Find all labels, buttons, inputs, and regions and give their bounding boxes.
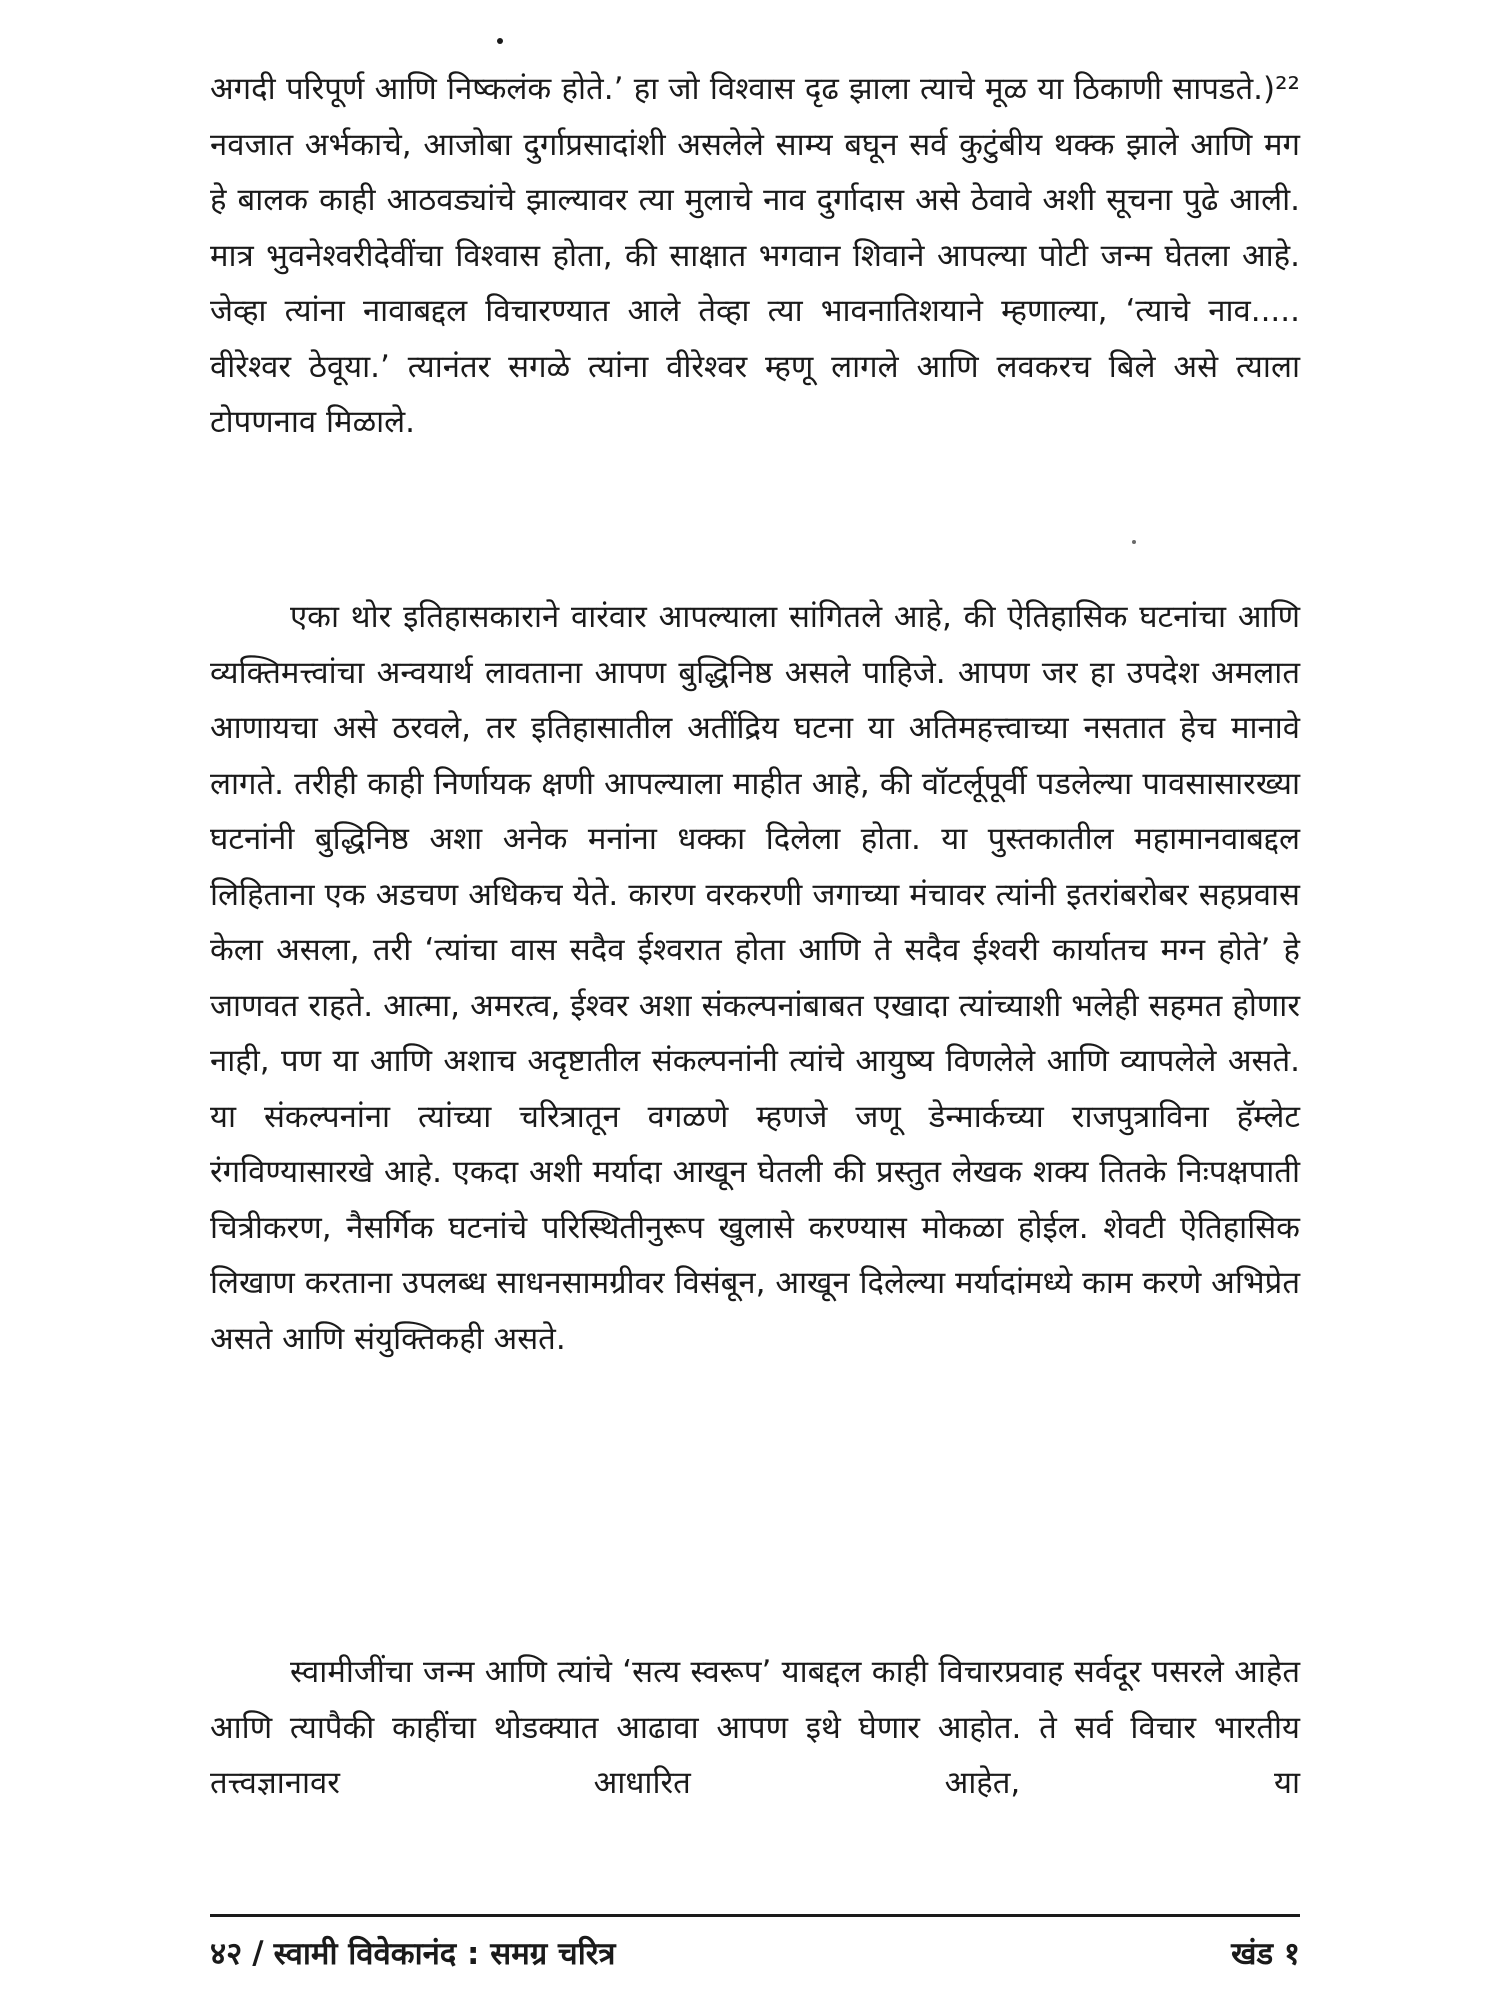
book-title: स्वामी विवेकानंद : समग्र चरित्र [273,1936,616,1972]
paragraph-3: स्वामीजींचा जन्म आणि त्यांचे ‘सत्य स्वरूप’ याबद्दल काही विचारप्रवाह सर्वदूर पसरले आहेत आणि त्यापैकी काहींचा थोडक्यात आढावा आपण इथे घेणार आहोत. ते सर्व विचार भारतीय तत्त्वज्ञानावर आधारित आहेत, या [210,1654,1300,1801]
volume-label: खंड १ [1231,1936,1300,1972]
footer-left [210,1932,616,1974]
paragraph-1: अगदी परिपूर्ण आणि निष्कलंक होते.’ हा जो विश्वास दृढ झाला त्याचे मूळ या ठिकाणी सापडते.)²² नवजात अर्भकाचे, आजोबा दुर्गाप्रसादांशी असलेले साम्य बघून सर्व कुटुंबीय थक्क झाले आणि मग हे बालक काही आठवड्यांचे झाल्यावर त्या मुलाचे नाव दुर्गादास असे ठेवावे अशी सूचना पुढे आली. मात्र भुवनेश्वरीदेवींचा विश्वास होता, की साक्षात भगवान शिवाने आपल्या पोटी जन्म घेतला आहे. जेव्हा त्यांना नावाबद्दल विचारण्यात आले तेव्हा त्या भावनातिशयाने म्हणाल्या, ‘त्याचे नाव..... वीरेश्वर ठेवूया.’ त्यानंतर सगळे त्यांना वीरेश्वर म्हणू लागले आणि लवकरच बिले असे त्याला टोपणनाव मिळाले. [210,71,1300,440]
ink-dot [497,38,503,44]
ink-speck [1132,540,1136,544]
footer-divider [210,1914,1300,1917]
page-footer [210,1928,1300,1978]
paragraph-2: एका थोर इतिहासकाराने वारंवार आपल्याला सांगितले आहे, की ऐतिहासिक घटनांचा आणि व्यक्तिमत्त्वांचा अन्वयार्थ लावताना आपण बुद्धिनिष्ठ असले पाहिजे. आपण जर हा उपदेश अमलात आणायचा असे ठरवले, तर इतिहासातील अतींद्रिय घटना या अतिमहत्त्वाच्या नसतात हेच मानावे लागते. तरीही काही निर्णायक क्षणी आपल्याला माहीत आहे, की वॉटर्लूपूर्वी पडलेल्या पावसासारख्या घटनांनी बुद्धिनिष्ठ अशा अनेक मनांना धक्का दिलेला होता. या पुस्तकातील महामानवाबद्दल लिहिताना एक अडचण अधिकच येते. कारण वरकरणी जगाच्या मंचावर त्यांनी इतरांबरोबर सहप्रवास केला असला, तरी ‘त्यांचा वास सदैव ईश्वरात होता आणि ते सदैव ईश्वरी कार्यातच मग्न होते’ हे जाणवत राहते. आत्मा, अमरत्व, ईश्वर अशा संकल्पनांबाबत एखादा त्यांच्याशी भलेही सहमत होणार नाही, पण या आणि अशाच अदृष्टातील संकल्पनांनी त्यांचे आयुष्य विणलेले आणि व्यापलेले असते. या संकल्पनांना त्यांच्या चरित्रातून वगळणे म्हणजे जणू डेन्मार्कच्या राजपुत्राविना हॅम्लेट रंगविण्यासारखे आहे. एकदा अशी मर्यादा आखून घेतली की प्रस्तुत लेखक शक्य तितके निःपक्षपाती चित्रीकरण, नैसर्गिक घटनांचे परिस्थितीनुरूप खुलासे करण्यास मोकळा होईल. शेवटी ऐतिहासिक लिखाण करताना उपलब्ध साधनसामग्रीवर विसंबून, आखून दिलेल्या मर्यादांमध्ये काम करणे अभिप्रेत असते आणि संयुक्तिकही असते. [210,599,1300,1357]
footer-separator: / [252,1935,264,1971]
page-number: ४२ [210,1936,243,1972]
